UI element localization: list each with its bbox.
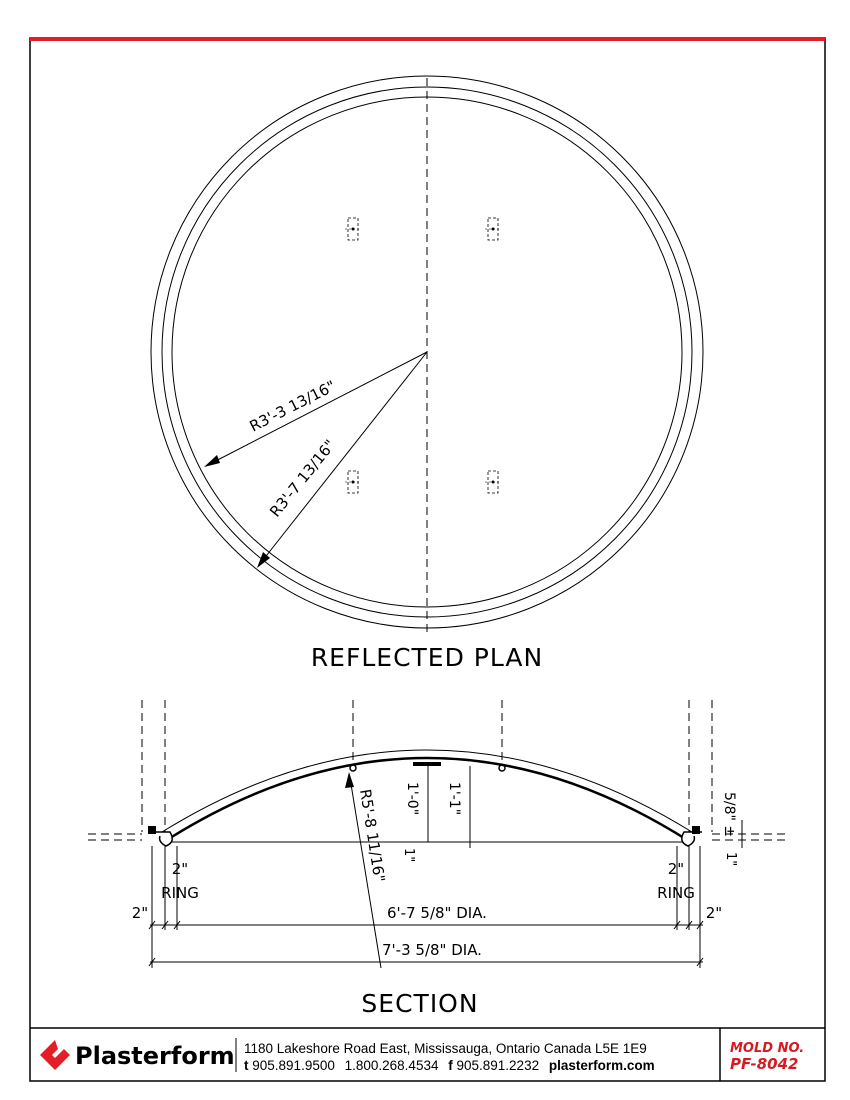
hanger-fixture	[485, 218, 501, 240]
outer-dia-label: 7'-3 5/8" DIA.	[382, 941, 482, 959]
ring-right-size: 2"	[667, 860, 685, 878]
dim-5-8-label: 5/8" ±	[721, 792, 737, 838]
hanger-fixture	[345, 218, 361, 240]
fax-number: 905.891.2232	[456, 1058, 540, 1073]
contact-line	[244, 1058, 655, 1073]
ring-right	[682, 832, 702, 846]
address-line: 1180 Lakeshore Road East, Mississauga, Ontario Canada L5E 1E9	[244, 1041, 647, 1056]
dim-1-label: 1"	[401, 848, 416, 863]
website-link[interactable]: plasterform.com	[548, 1058, 655, 1073]
plasterform-logo-icon	[40, 1040, 70, 1070]
ring-right-block	[692, 826, 700, 834]
plan-title: REFLECTED PLAN	[310, 643, 544, 672]
hanger-fixture	[485, 471, 501, 493]
section-view	[88, 700, 790, 1018]
arrowhead	[345, 772, 354, 788]
fax-prefix: f	[448, 1058, 453, 1073]
dome-inner-arc	[170, 758, 684, 838]
right-2-label: 2"	[705, 904, 723, 922]
ring-left-label: RING	[161, 884, 199, 902]
left-2-label: 2"	[131, 904, 149, 922]
phone-prefix: t	[244, 1058, 249, 1073]
radius-inner-label: R3'-3 13/16"	[246, 376, 339, 436]
radius-outer-label: R3'-7 13/16"	[266, 436, 340, 521]
ring-right-label: RING	[657, 884, 695, 902]
ring-left-size: 2"	[171, 860, 189, 878]
radius-leader-outer	[259, 352, 427, 565]
hanger-fixture	[345, 471, 361, 493]
mold-label: MOLD NO.	[730, 1041, 805, 1056]
accent-top-bar	[30, 37, 825, 41]
dim-1-right-label: 1"	[723, 852, 738, 867]
arrowhead	[204, 455, 220, 467]
inner-dia-label: 6'-7 5/8" DIA.	[387, 904, 487, 922]
brand-name: Plasterform	[75, 1042, 235, 1070]
reflected-plan	[151, 76, 703, 672]
height-11-label: 1'-1"	[446, 782, 462, 816]
ring-left	[152, 832, 172, 846]
phone-number: 905.891.9500	[252, 1058, 335, 1073]
height-10-label: 1'-0"	[404, 782, 420, 816]
section-title: SECTION	[361, 989, 479, 1018]
title-block	[30, 1028, 825, 1081]
mold-number: PF-8042	[730, 1055, 799, 1073]
top-plate	[413, 762, 441, 766]
tollfree-number: 1.800.268.4534	[344, 1058, 439, 1073]
arrowhead	[257, 552, 270, 568]
section-radius-label: R5'-8 11/16"	[356, 787, 389, 884]
ring-left-block	[148, 826, 156, 834]
